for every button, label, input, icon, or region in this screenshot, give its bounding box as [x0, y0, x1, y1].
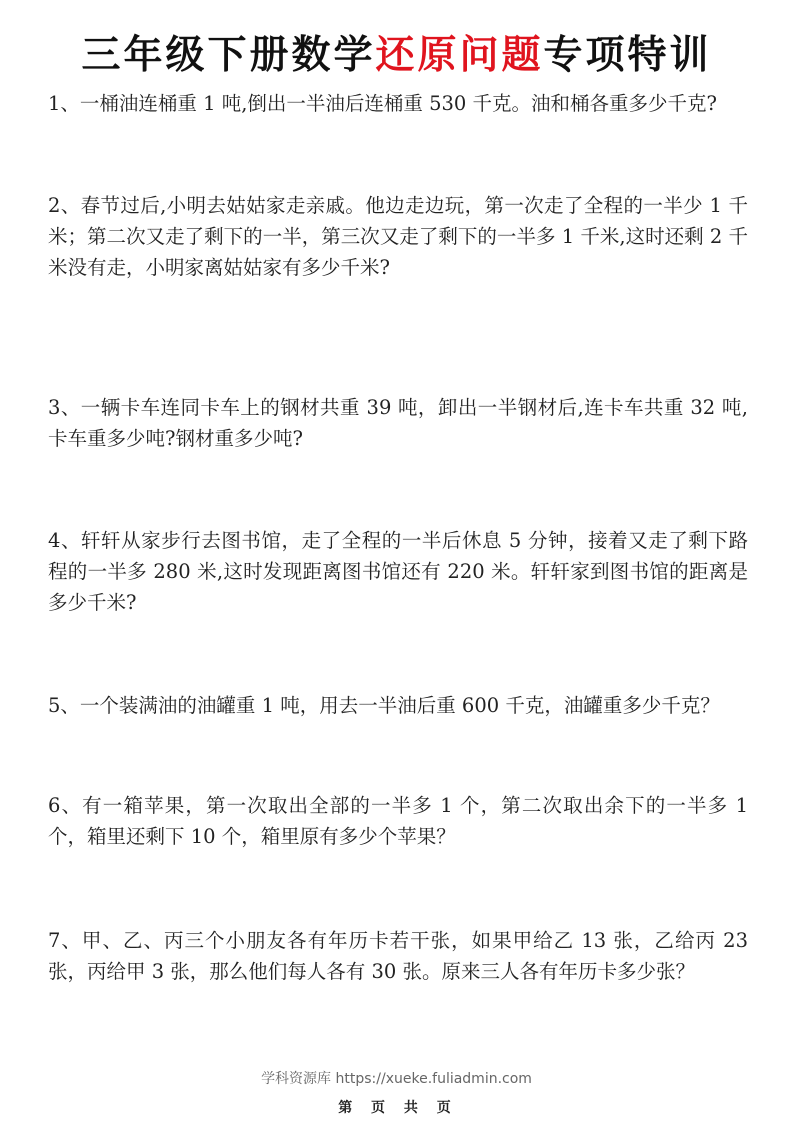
- title-highlight: 还原问题: [375, 32, 544, 78]
- footer-source: 学科资源库 https://xueke.fuliadmin.com: [261, 1071, 532, 1087]
- title-part-2: 专项特训: [543, 32, 712, 78]
- question-6: 6、有一箱苹果，第一次取出全部的一半多 1 个，第二次取出余下的一半多 1 个，箱里还剩下 10 个，箱里原有多少个苹果？: [48, 794, 748, 848]
- question-5: 5、一个装满油的油罐重 1 吨，用去一半油后重 600 千克，油罐重多少千克？: [48, 694, 720, 717]
- footer-page-number: 第 页 共 页: [338, 1100, 455, 1116]
- question-2: 2、春节过后,小明去姑姑家走亲戚。他边走边玩，第一次走了全程的一半少 1 千米；第二次又走了剩下的一半，第三次又走了剩下的一半多 1 千米,这时还剩 2 千米没有走，小明家离姑姑家有多少千米?: [48, 194, 748, 279]
- page-title: [0, 24, 793, 80]
- question-1: 1、一桶油连桶重 1 吨,倒出一半油后连桶重 530 千克。油和桶各重多少千克?: [48, 92, 717, 115]
- question-7: 7、甲、乙、丙三个小朋友各有年历卡若干张，如果甲给乙 13 张，乙给丙 23 张，丙给甲 3 张，那么他们每人各有 30 张。原来三人各有年历卡多少张？: [48, 929, 748, 983]
- question-3: 3、一辆卡车连同卡车上的钢材共重 39 吨，卸出一半钢材后,连卡车共重 32 吨,卡车重多少吨?钢材重多少吨?: [48, 396, 748, 450]
- title-part-1: 三年级下册数学: [81, 32, 376, 78]
- question-4: 4、轩轩从家步行去图书馆，走了全程的一半后休息 5 分钟，接着又走了剩下路程的一半多 280 米,这时发现距离图书馆还有 220 米。轩轩家到图书馆的距离是多少千米?: [48, 529, 748, 614]
